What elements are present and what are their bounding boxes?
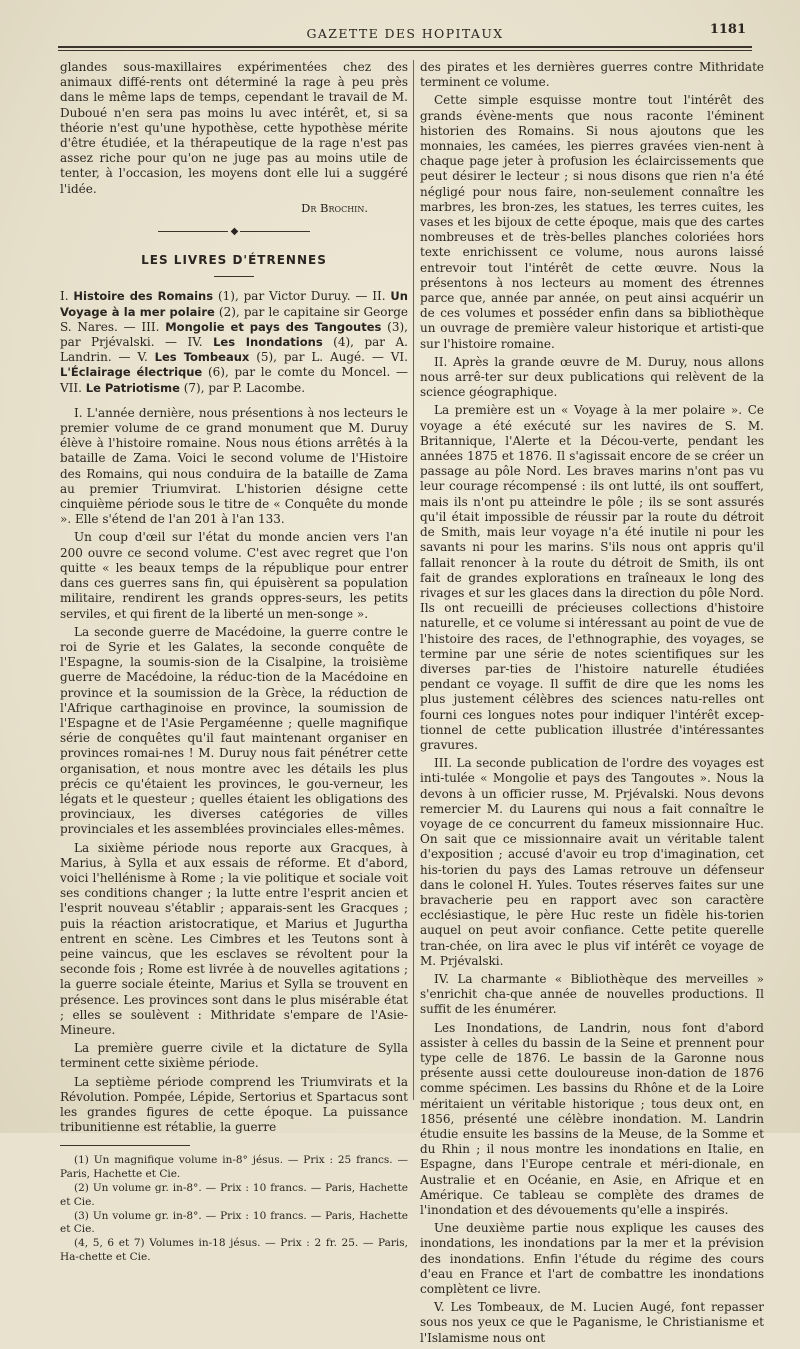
page-header	[58, 18, 752, 52]
body-paragraph-5: La première guerre civile et la dictature de Sylla terminent cette sixième période.	[60, 1041, 408, 1071]
left-column	[60, 60, 408, 1265]
section-title: LES LIVRES D'ÉTRENNES	[141, 253, 327, 268]
section-ornament	[60, 224, 408, 239]
toc-iv-title: Les Inondations	[213, 335, 323, 350]
intro-paragraph: glandes sous-maxillaires expérimentées chez des animaux diffé-rents ont déterminé la rage à peu près dans le même laps de temps, cependant le travail de M. Duboué n'en sera pas moins lu avec intérêt, et, si sa théorie n'est qu'une hypothèse, cette hypothèse mérite d'être étudiée, et la thérapeutique de la rage n'est pas assez riche pour qu'on ne juge pas au moins utile de tenter, à l'occasion, les moyens dont elle lui a suggéré l'idée.	[60, 60, 408, 196]
right-paragraph-5: III. La seconde publication de l'ordre des voyages est inti-tulée « Mongolie et pays des Tangoutes ». Nous la devons à un officier russe, M. Prjévalski. Nous devons remercier M. du Laurens qui nous a fait connaître le voyage de ce concurrent du fameux missionnaire Huc. On sait que ce missionnaire avait un véritable talent d'exposition ; accusé d'avoir eu trop d'imagination, cet his-torien du pays des Lamas retrouve un défenseur dans le colonel H. Yules. Toutes réserves faites sur une bravacherie peu en rapport avec son caractère ecclésiastique, le père Huc reste un fidèle his-torien auquel on peut avoir confiance. Cette petite querelle tran-chée, on lira avec le plus vif intérêt ce voyage de M. Prjévalski.	[420, 756, 764, 968]
right-paragraph-2: Cette simple esquisse montre tout l'intérêt des grands évène-ments que nous raconte l'éminent historien des Romains. Si nous ajoutons que les monnaies, les camées, les pierres gravées vien-nent à chaque page jeter à profusion les éclaircissements que peut désirer le lecteur ; si nous disons que rien n'a été négligé pour nous faire, non-seulement connaître les marbres, les bron-zes, les statues, les terres cuites, les vases et les bijoux de cette époque, mais que des cartes nombreuses et de très-belles planches coloriées hors texte enrichissent ce volume, nous aurons laissé entrevoir tout l'intérêt de cette œuvre. Nous la présentons à nos lecteurs au moment des étrennes parce que, année par année, on peut ainsi acquérir un de ces volumes et posséder enfin dans sa bibliothèque un ouvrage de première valeur historique et artisti-que sur l'histoire romaine.	[420, 93, 764, 351]
toc-iii-title: Mongolie et pays des Tangoutes	[165, 319, 382, 334]
toc-iv-rest: (4), par A. Landrin. —	[60, 335, 408, 365]
toc-vii-number: VII.	[60, 380, 82, 395]
header-rule-thin	[58, 50, 752, 51]
footnote-3: (3) Un volume gr. in-8°. — Prix : 10 francs. — Paris, Hachette et Cie.	[60, 1209, 408, 1236]
toc-vii-title: Le Patriotisme	[85, 380, 180, 395]
footnote-2: (2) Un volume gr. in-8°. — Prix : 10 francs. — Paris, Hachette et Cie.	[60, 1182, 408, 1208]
ornament-line-left	[158, 231, 228, 232]
section-title-rule	[214, 276, 254, 277]
body-paragraph-4: La sixième période nous reporte aux Gracques, à Marius, à Sylla et aux essais de réforme. Et d'abord, voici l'hellénisme à Rome ; la vie politique et sociale voit ses conditions changer ; la lutte entre l'esprit ancien et l'esprit nouveau s'établir ; apparais-sent les Gracques ; puis la réaction aristocratique, et Marius et Jugurtha entrent en scène. Les Cimbres et les Teutons sont à peine vaincus, que les esclaves se révoltent pour la seconde fois ; Rome est livrée à de nouvelles agitations ; la guerre sociale éteinte, Marius et Sylla se trouvent en présence. Les provinces sont dans le plus misérable état ; elles se soulèvent : Mithridate s'empare de l'Asie-Mineure.	[60, 840, 408, 1037]
journal-title: GAZETTE DES HOPITAUX	[306, 26, 504, 41]
footnote-rule	[60, 1145, 190, 1146]
toc-i-title: Histoire des Romains	[73, 289, 214, 304]
author-signature: Dr Brochin.	[301, 200, 368, 215]
toc-iii-rest: (3), par Prjévalski. —	[60, 319, 408, 350]
toc-ii-number: II.	[372, 289, 386, 304]
toc-i-rest: (1), par Victor Duruy. —	[217, 289, 368, 304]
toc-vi-title: L'Éclairage électrique	[60, 365, 203, 380]
toc-vi-number: VI.	[390, 350, 408, 365]
body-paragraph-1: I. L'année dernière, nous présentions à nos lecteurs le premier volume de ce grand monument que M. Duruy élève à l'histoire romaine. Nous nous étions arrêtés à la bataille de Zama. Voici le second volume de l'Histoire des Romains, qui nous conduira de la bataille de Zama au premier Triumvirat. L'historien désigne cette cinquième période sous le titre de « Conquête du monde ». Elle s'étend de l'an 201 à l'an 133.	[60, 405, 408, 527]
ornament-line-right	[240, 231, 310, 232]
right-paragraph-9: V. Les Tombeaux, de M. Lucien Augé, font repasser sous nos yeux ce que le Paganisme, le Christianisme et l'Islamisme nous ont	[420, 1300, 764, 1345]
toc-v-number: V.	[137, 350, 148, 365]
footnote-4: (4, 5, 6 et 7) Volumes in-18 jésus. — Prix : 2 fr. 25. — Paris, Ha-chette et Cie.	[60, 1237, 408, 1263]
right-column	[420, 60, 764, 1349]
right-paragraph-4: La première est un « Voyage à la mer polaire ». Ce voyage a été exécuté sur les navires de S. M. Britannique, l'Alerte et la Décou-verte, pendant les années 1875 et 1876. Il s'agissait encore de se créer un passage au pôle Nord. Les braves marins n'ont pas vu leur courage récompensé : ils ont lutté, ils ont souffert, mais ils n'ont pu atteindre le pôle ; ils se sont assurés qu'il était impossible de réussir par la route du détroit de Smith, mais leur voyage n'a été inutile ni pour les savants ni pour les marins. S'ils nous ont appris qu'il fallait renoncer à la route du détroit de Smith, ils ont fait de grandes explorations en traîneaux le long des rivages et sur les glaces dans la direction du pôle Nord. Ils ont recueilli de précieuses collections d'histoire naturelle, et ce volume si intéressant au point de vue de l'histoire des races, de l'ethnographie, des voyages, se termine par une série de notes scientifiques sur les diverses par-ties de l'histoire naturelle étudiées pendant ce voyage. Il suffit de dire que les noms les plus justement célèbres des sciences natu-relles ont fourni ces longues notes pour indiquer l'intérêt excep-tionnel de cette publication illustrée d'intéressantes gravures.	[420, 403, 764, 752]
toc-iv-number: IV.	[187, 335, 203, 350]
header-rule	[58, 46, 752, 48]
body-paragraph-6: La septième période comprend les Triumvirats et la Révolution. Pompée, Lépide, Sertorius et Spartacus sont les grandes figures de cette époque. La puissance tribunitienne est rétablie, la guerre	[60, 1074, 408, 1135]
right-paragraph-7: Les Inondations, de Landrin, nous font d'abord assister à celles du bassin de la Seine et prennent pour type celle de 1876. Le bassin de la Garonne nous présente aussi cette douloureuse inon-dation de 1876 comme spécimen. Les bassins du Rhône et de la Loire méritaient un véritable historique ; tous deux ont, en 1856, présenté une célèbre inondation. M. Landrin étudie ensuite les bassins de la Meuse, de la Somme et du Rhin ; il nous montre les inondations en Italie, en Espagne, dans l'Europe centrale et méri-dionale, en Australie et en Océanie, en Asie, en Afrique et en Amérique. Ce tableau se complète des drames de l'inondation et des dévouements qu'elle a inspirés.	[420, 1020, 764, 1218]
toc-ii-title: Un Voyage à la mer polaire	[60, 289, 408, 319]
toc-vi-rest: (6), par le comte du Moncel. —	[207, 365, 408, 380]
toc-i-number: I.	[60, 289, 69, 304]
diamond-icon: ◆	[230, 226, 238, 238]
footnotes	[60, 1154, 408, 1264]
table-of-contents	[60, 289, 408, 395]
page-number: 1181	[709, 22, 746, 37]
body-paragraph-3: La seconde guerre de Macédoine, la guerre contre le roi de Syrie et les Galates, la seconde conquête de l'Espagne, la soumis-sion de la Cisalpine, la troisième guerre de Macédoine, la réduc-tion de la Macédoine en province et la soumission de la Grèce, la réduction de l'Afrique carthaginoise en province, la soumission de l'Espagne et de l'Asie Pergaméenne ; quelle magnifique série de conquêtes qu'il faut maintenant organiser en provinces romai-nes ! M. Duruy nous fait pénétrer cette organisation, et nous montre avec les détails les plus précis ce qu'étaient les provinces, le gou-verneur, les légats et le questeur ; quelles étaient les obligations des provinciaux, les diverses catégories de villes provinciales et les assemblées provinciales elles-mêmes.	[60, 624, 408, 837]
right-paragraph-3: II. Après la grande œuvre de M. Duruy, nous allons nous arrê-ter sur deux publications qui relèvent de la science géographique.	[420, 354, 764, 400]
toc-v-title: Les Tombeaux	[154, 350, 250, 365]
toc-vii-rest: (7), par P. Lacombe.	[183, 380, 306, 395]
right-paragraph-6: IV. La charmante « Bibliothèque des merveilles » s'enrichit cha-que année de nouvelles productions. Il suffit de les énumérer.	[420, 971, 764, 1017]
right-paragraph-8: Une deuxième partie nous explique les causes des inondations, les inondations par la mer et la prévision des inondations. Enfin l'étude du régime des cours d'eau en France et l'art de combattre les inondations complètent ce livre.	[420, 1221, 764, 1297]
body-paragraph-2: Un coup d'œil sur l'état du monde ancien vers l'an 200 ouvre ce second volume. C'est avec regret que l'on quitte « les beaux temps de la république pour entrer dans ces guerres sans fin, qui épuisèrent sa population militaire, rendirent les grands oppres-seurs, les petits serviles, et qui firent de la liberté un men-songe ».	[60, 530, 408, 621]
toc-ii-rest: (2), par le capitaine sir George S. Nares. —	[60, 304, 408, 334]
footnote-1: (1) Un magnifique volume in-8° jésus. — Prix : 25 francs. — Paris, Hachette et Cie.	[60, 1154, 408, 1181]
toc-v-rest: (5), par L. Augé. —	[256, 350, 384, 365]
toc-iii-number: III.	[141, 319, 160, 334]
right-paragraph-1: des pirates et les dernières guerres contre Mithridate terminent ce volume.	[420, 60, 764, 90]
column-divider	[413, 60, 414, 1100]
